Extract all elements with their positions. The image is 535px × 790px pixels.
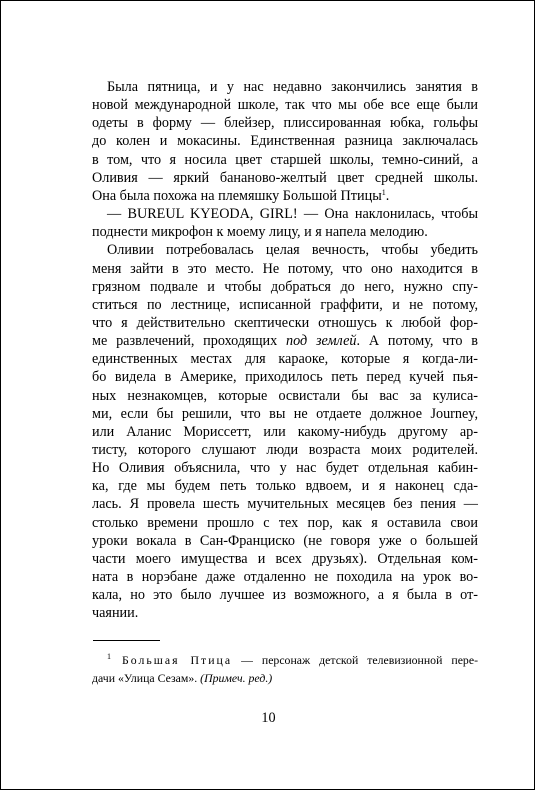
text-line: в том, что я носила цвет старшей школы, темно-синий, а (92, 151, 478, 168)
text-line: Была пятница, и у нас недавно закончились занятия в (107, 79, 478, 95)
text-line: поднести микрофон к моему лицу, и я напела мелодию. (92, 224, 428, 241)
text-line: Оливия — яркий бананово-желтый цвет средней школы. (92, 169, 478, 186)
text-line: уроки вокала в Сан-Франциско (не говоря уже о большей (92, 532, 478, 549)
text-line: лась. Я провела шесть мучительных месяцев без пения — (92, 496, 478, 513)
text-line: до колен и мокасины. Единственная разница заключалась (92, 133, 478, 150)
footnote-divider (93, 640, 160, 641)
editor-note: (Примеч. ред.) (200, 671, 273, 685)
text-line: что я действительно скептически отношусь к любой фор- (92, 314, 478, 331)
footnote-text: — персонаж детской телевизионной пере- (232, 653, 478, 667)
text-line: Оливии потребовалась целая вечность, чтобы убедить (107, 242, 478, 259)
footnote-ref: 1 (381, 187, 386, 197)
text-line: Она была похожа на племяшку Большой Птицы$^1$. (92, 187, 390, 204)
text-line: — BUREUL KYEODA, GIRL! — Она наклонилась, чтобы (107, 206, 478, 222)
footnote-line (107, 651, 478, 669)
text-line: одеты в форму — блейзер, плиссированная юбка, гольфы (92, 115, 478, 132)
text-line: кала, но это было лучшее из возможного, а я была в от- (92, 587, 478, 604)
text-line: ститься по лестнице, исписанной граффити, и не потому, (92, 296, 478, 313)
text-line: тисту, которого слушают люди возраста моих родителей. (92, 442, 478, 458)
text-line: единственных местах для караоке, которые я когда-ли- (92, 351, 478, 368)
text-span: Она была похожа на племяшку Большой Птицы (92, 187, 382, 204)
text-span: ме развлечений, проходящих (92, 333, 287, 350)
text-line: ми, если бы решили, что вы не отдаете должное Journey, (92, 405, 478, 422)
footnote-text: дачи «Улица Сезам». (92, 671, 201, 685)
text-line: чаянии. (92, 605, 139, 622)
footnote-line (92, 669, 478, 687)
text-line: грязном подвале и чтобы добраться до него, нужно спу- (92, 278, 478, 295)
footnote-mark: 1 (107, 652, 111, 661)
text-line: или Аланис Мориссетт, или какому-нибудь другому ар- (92, 423, 478, 440)
text-line: ната в норэбане даже отдаленно не походила на урок во- (92, 569, 478, 585)
text-line: части моего имущества и всех друзьях). Отдельная ком- (92, 550, 478, 567)
text-line: бо видела в Америке, приходилось петь перед кучей пья- (92, 369, 478, 386)
text-line: ка, где мы будем петь только вдвоем, и я наконец сда- (92, 478, 478, 495)
page-number: 10 (261, 710, 276, 726)
text-line: ных незнакомцев, которые освистали бы вас за кулиса- (92, 387, 478, 404)
text-line: меня зайти в это место. Не потому, что оно находится в (92, 260, 478, 277)
text-line: Но Оливия объяснила, что у нас будет отдельная кабин- (92, 460, 478, 477)
footnote-term: Большая Птица (111, 653, 233, 667)
italic-text: под землей (286, 333, 357, 350)
text-line: столько времени прошло с тех пор, как я оставила свои (92, 514, 478, 531)
text-span: . А потому, что в (356, 333, 478, 350)
text-line: новой международной школе, так что мы обе все еще были (92, 97, 478, 114)
text-line (92, 331, 478, 351)
